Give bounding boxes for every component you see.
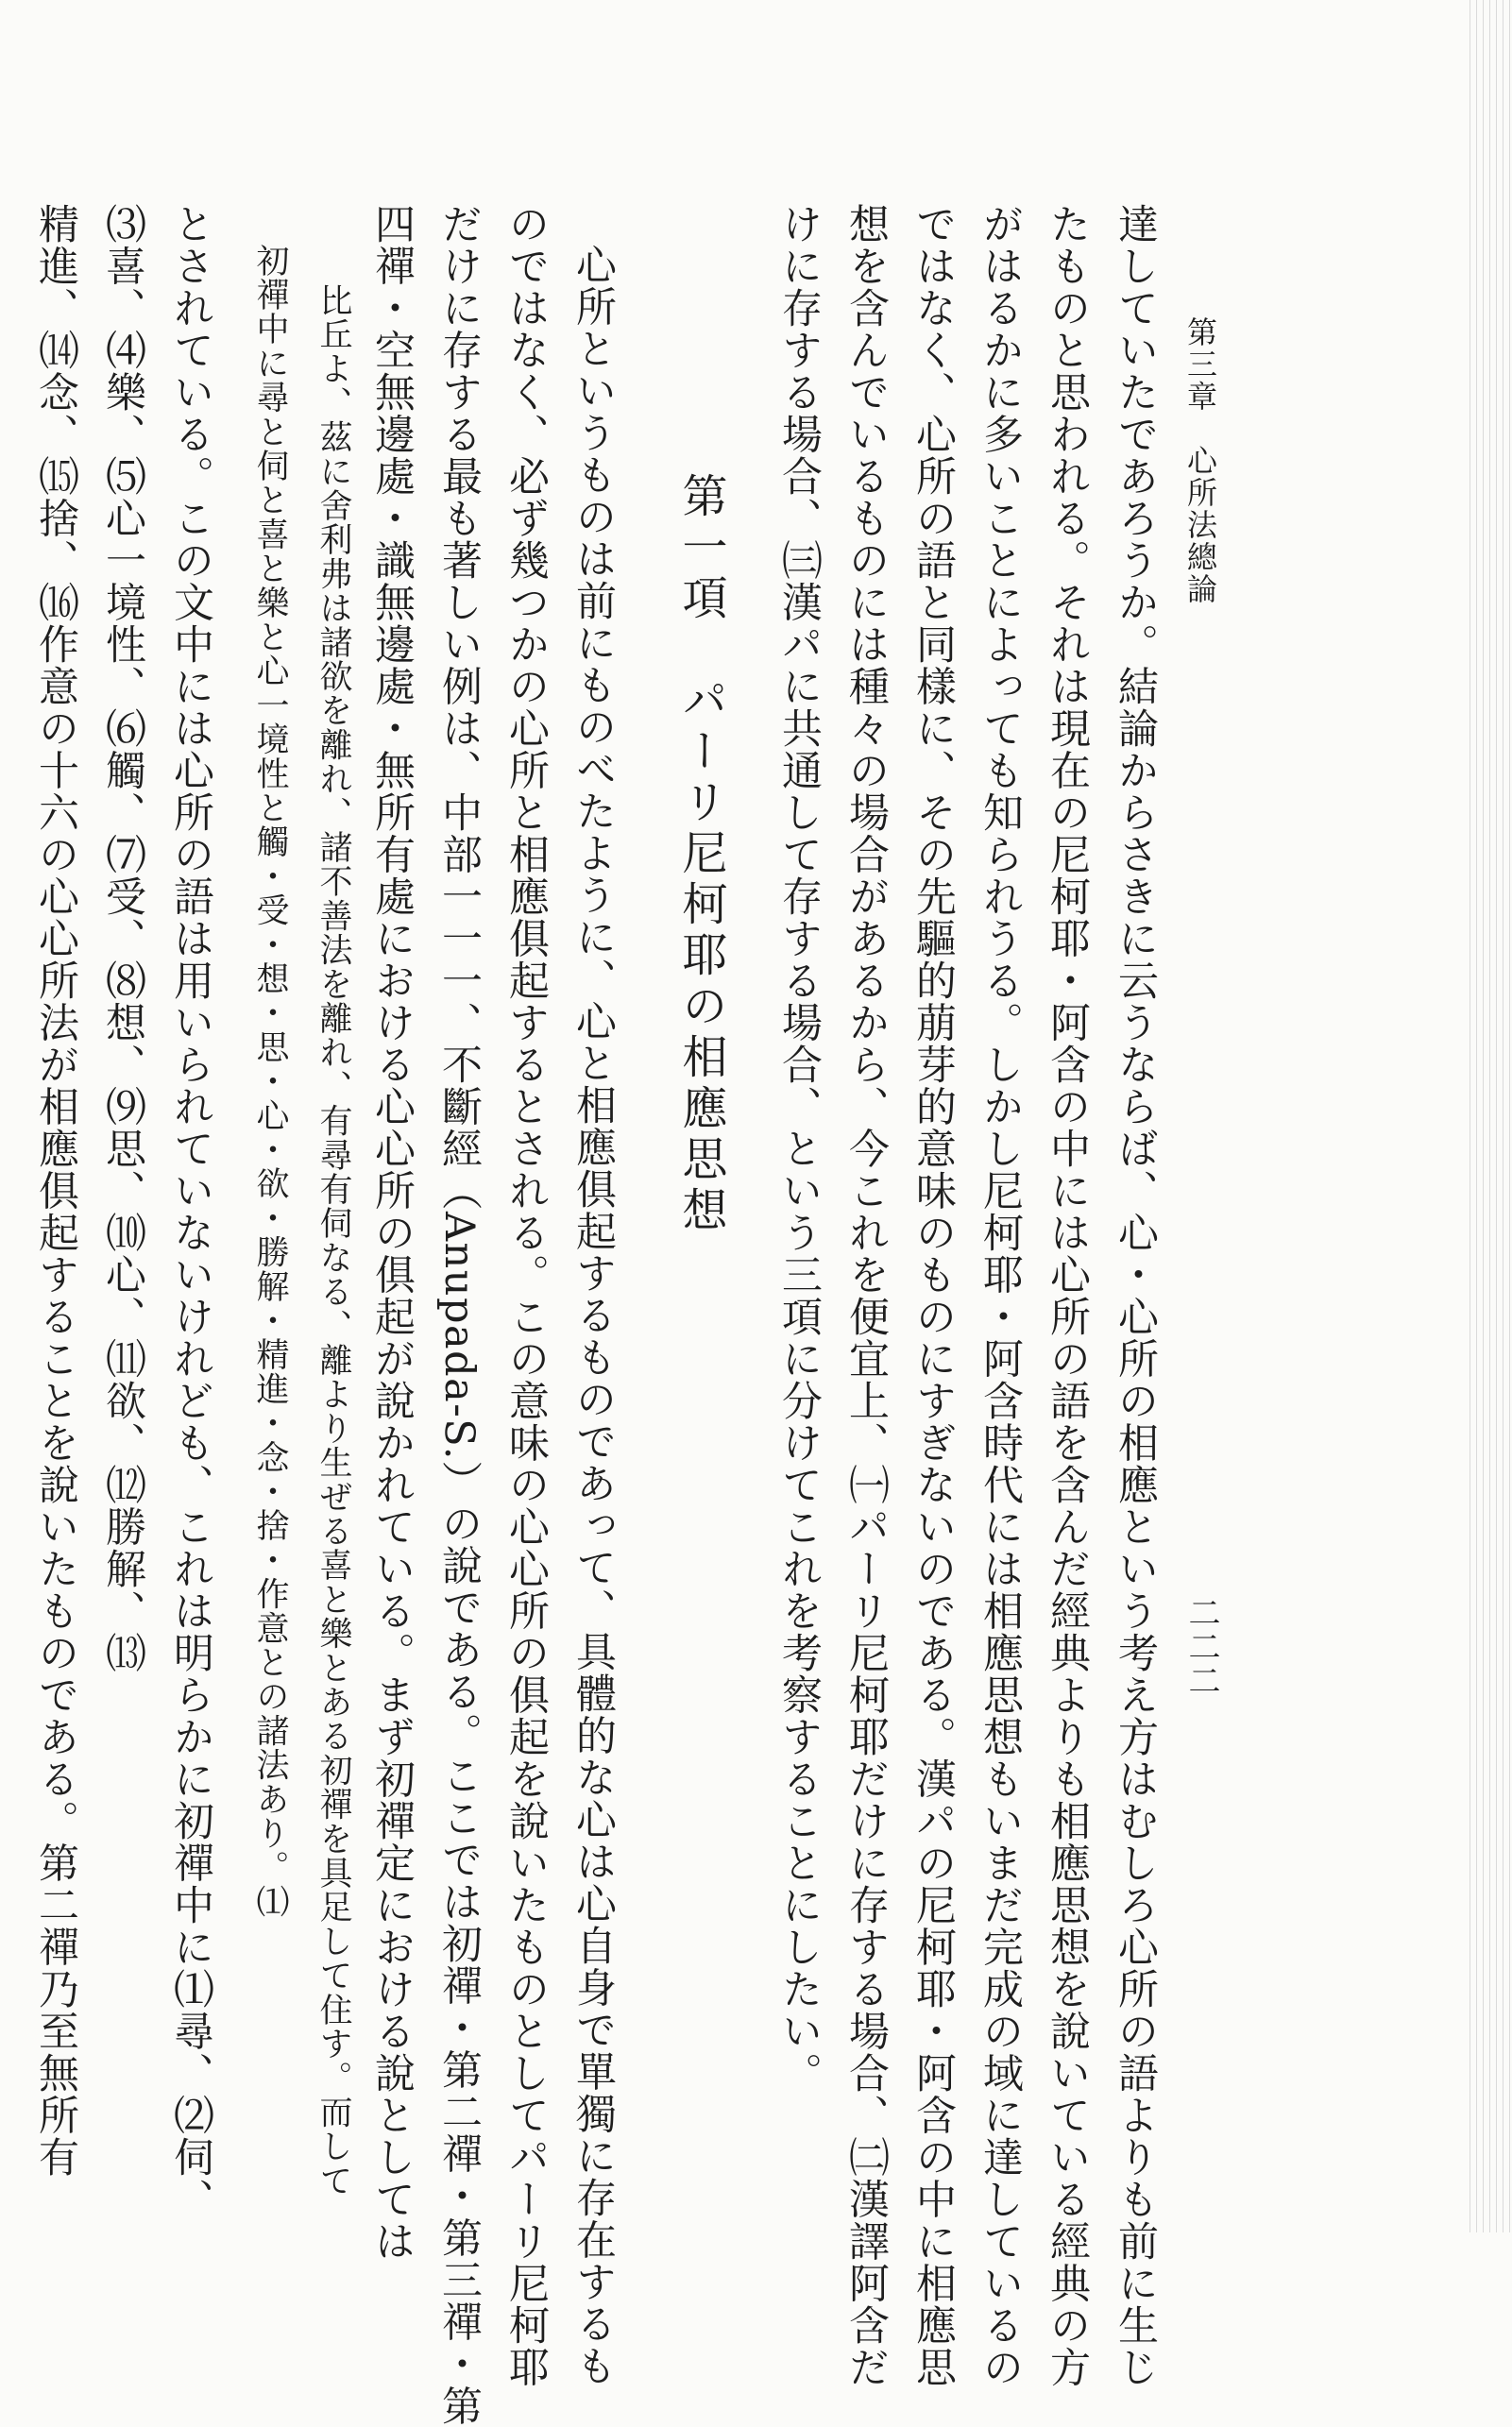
- scan-edge-artifact: [1467, 0, 1512, 2232]
- section-heading: 第一項 パーリ尼柯耶の相應思想: [674, 472, 727, 1237]
- quote-line-1: 比丘よ、茲に舍利弗は諸欲を離れ、諸不善法を離れ、有尋有伺なる、離より生ぜる喜と樂とある初禪を具足して住す。而して: [314, 283, 352, 2198]
- quote-line-2: 初禪中に尋と伺と喜と樂と心一境性と觸・受・想・思・心・欲・勝解・精進・念・捨・作意との諸法あり。⑴: [251, 244, 289, 1919]
- text-column-7: 心所というものは前にものべたように、心と相應俱起するものであって、具體的な心は心自身で單獨に存在するも: [569, 244, 617, 2387]
- chapter-title: 心所法總論: [1182, 445, 1218, 605]
- text-column-1: 達していたであろうか。結論からさきに云うならば、心・心所の相應という考え方はむしろ心所の語よりも前に生じ: [1112, 203, 1159, 2388]
- page-number: 二二二: [1182, 1596, 1220, 1698]
- text-column-12: ⑶喜、⑷樂、⑸心一境性、⑹觸、⑺受、⑻想、⑼思、⑽心、⑾欲、⑿勝解、⒀: [99, 203, 146, 1674]
- text-column-11: とされている。この文中には心所の語は用いられていないけれども、これは明らかに初禪中に⑴尋、⑵伺、: [167, 203, 214, 2220]
- text-column-4: ではなく、心所の語と同樣に、その先驅的萠芽的意味のものにすぎないのである。漢パの尼柯耶・阿含の中に相應思: [909, 203, 957, 2388]
- text-column-8: のではなく、必ず幾つかの心所と相應俱起するとされる。この意味の心心所の俱起を說いたものとしてパーリ尼柯耶: [502, 203, 550, 2388]
- text-column-2: たものと思われる。それは現在の尼柯耶・阿含の中には心所の語を含んだ經典よりも相應思想を說いている經典の方: [1044, 203, 1091, 2388]
- text-column-13: 精進、⒁念、⒂捨、⒃作意の十六の心心所法が相應俱起することを說いたものである。第二禪乃至無所有: [32, 203, 79, 2179]
- text-column-10: 四禪・空無邊處・識無邊處・無所有處における心心所の俱起が說かれている。まず初禪定における說としては: [368, 203, 416, 2263]
- text-column-6: けに存する場合、㈢漢パに共通して存する場合、という三項に分けてこれを考察することにしたい。: [775, 203, 823, 2095]
- text-column-5: 想を含んでいるものには種々の場合があるから、今これを便宜上、㈠パーリ尼柯耶だけに存する場合、㈡漢譯阿含だ: [842, 203, 890, 2388]
- chapter-number: 第三章: [1182, 316, 1218, 413]
- text-column-3: がはるかに多いことによっても知られうる。しかし尼柯耶・阿含時代には相應思想もいまだ完成の域に達しているの: [977, 203, 1024, 2388]
- running-head: [1182, 316, 1218, 605]
- text-column-9: だけに存する最も著しい例は、中部一一一、不斷經（Anupada-S.）の說である。ここでは初禪・第二禪・第三禪・第: [435, 203, 483, 2427]
